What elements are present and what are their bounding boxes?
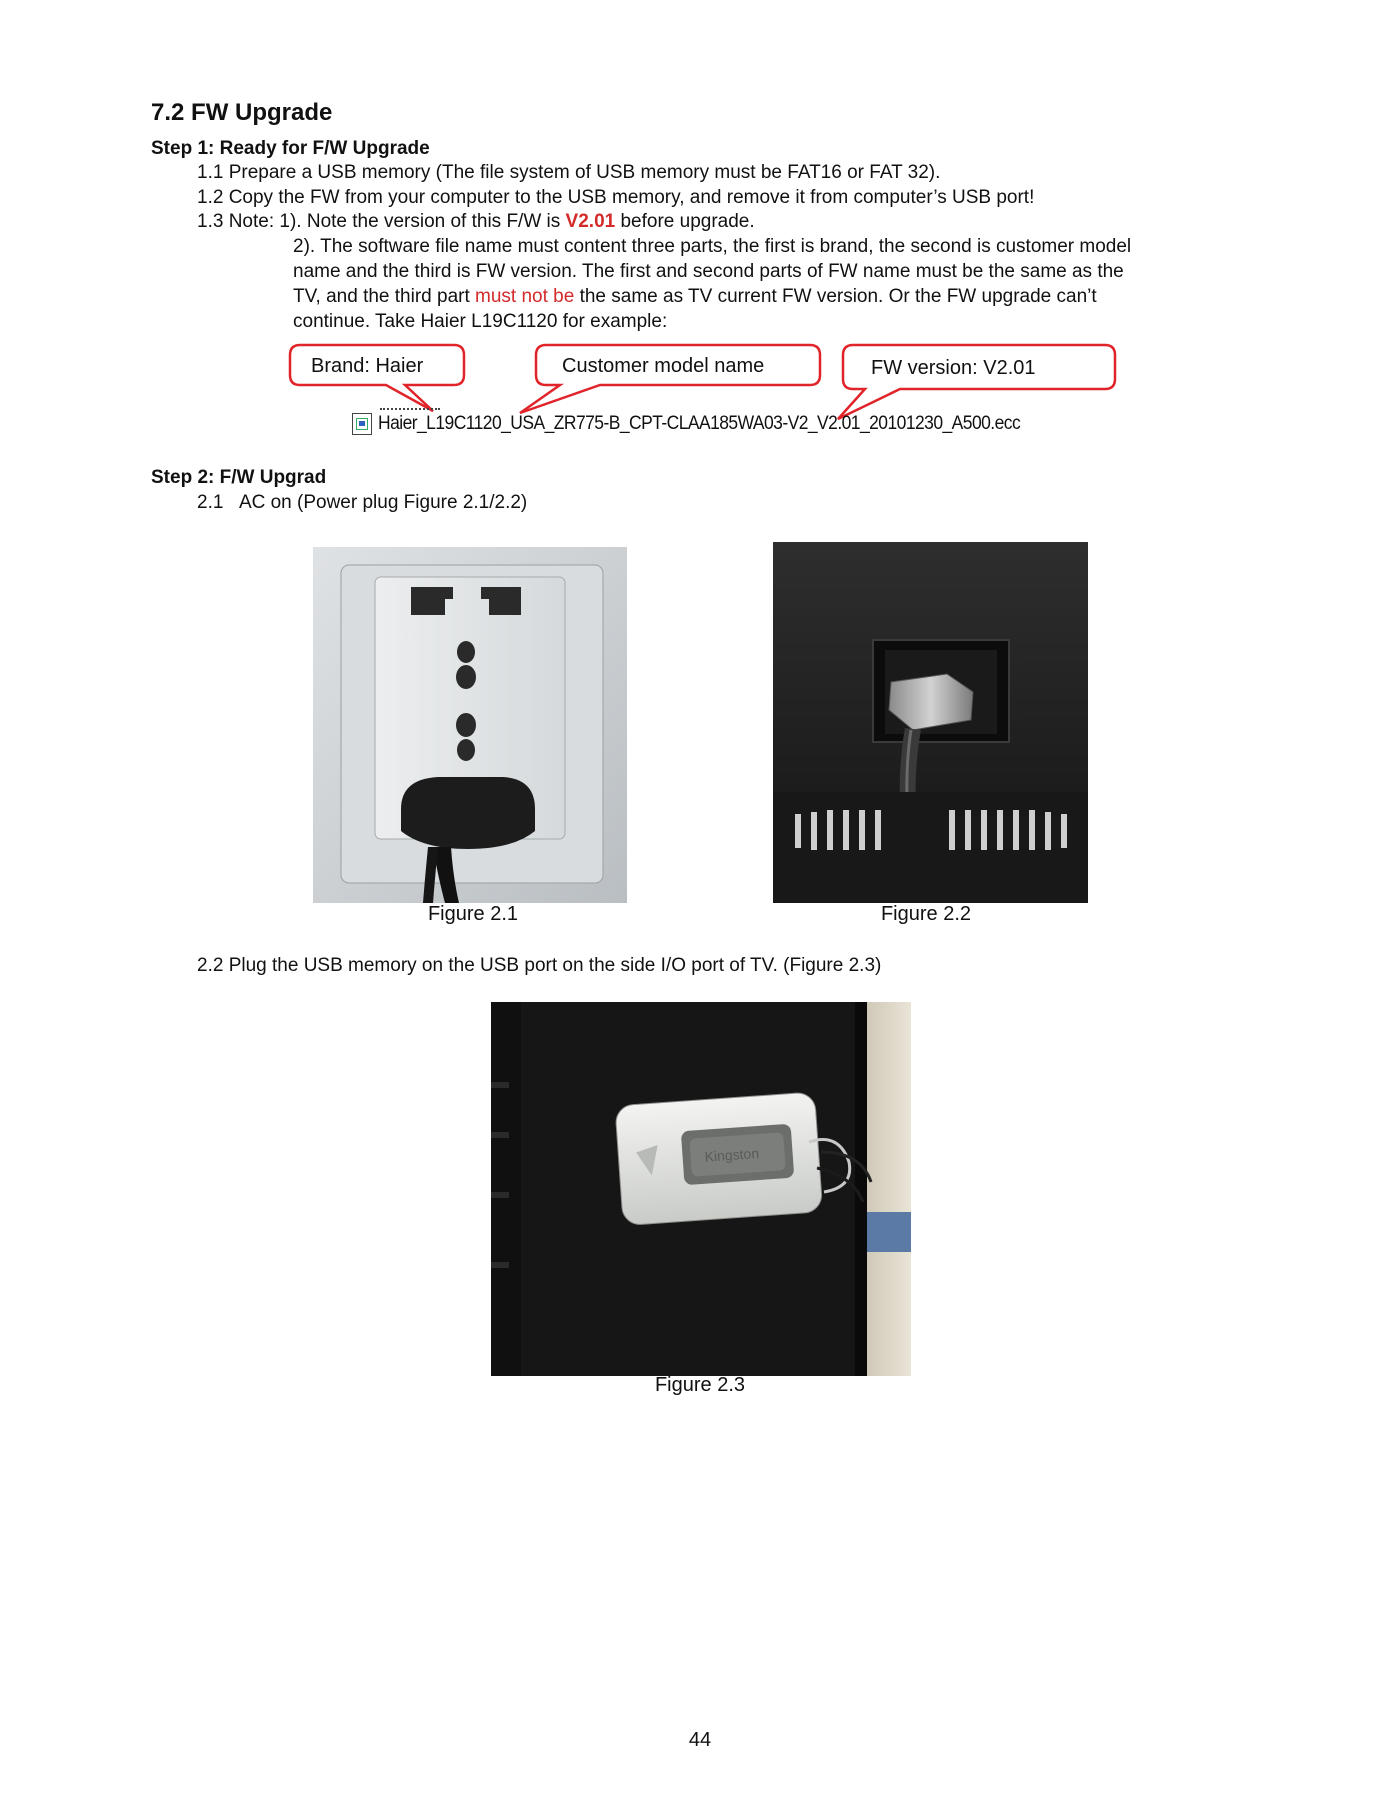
file-icon [352, 413, 372, 435]
note-line-4-prefix: TV, and the third part [293, 286, 476, 307]
figure-2-1-caption: Figure 2.1 [427, 903, 519, 925]
item-number: 1.2 [197, 187, 224, 208]
callout-version-label: FW version: V2.01 [871, 357, 1036, 379]
note-suffix: before upgrade. [615, 211, 755, 232]
file-entry [352, 411, 1076, 437]
selection-dots [380, 408, 440, 410]
figure-2-3-usb-photo [491, 1002, 911, 1376]
figure-2-1-socket-photo [313, 547, 627, 903]
note-line-2: 2). The software file name must content three parts, the first is brand, the second is customer model [293, 236, 1132, 257]
figure-2-2-caption: Figure 2.2 [880, 903, 972, 925]
step2-item-2.2: 2.2 Plug the USB memory on the USB port on the side I/O port of TV. (Figure 2.3) [197, 955, 882, 976]
item-text: Prepare a USB memory (The file system of USB memory must be FAT16 or FAT 32). [228, 162, 941, 183]
page-number: 44 [688, 1729, 712, 1751]
item-text: AC on (Power plug Figure 2.1/2.2) [238, 492, 528, 513]
note-line-3: name and the third is FW version. The first and second parts of FW name must be the same as the [293, 261, 1124, 282]
note-prefix: Note: 1). Note the version of this F/W is [228, 211, 566, 232]
note-line-4-suffix: the same as TV current FW version. Or the FW upgrade can’t [574, 286, 1097, 307]
step1-heading: Step 1: Ready for F/W Upgrade [151, 138, 430, 159]
callout-model-label: Customer model name [562, 355, 765, 377]
must-not-be-highlight: must not be [475, 286, 575, 307]
step2-item-2.1 [197, 492, 527, 514]
item-text: Copy the FW from your computer to the USB memory, and remove it from computer’s USB port! [228, 187, 1035, 208]
fw-file-name: Haier_L19C1120_USA_ZR775-B_CPT-CLAA185WA03-V2_V2.01_20101230_A500.ecc [378, 413, 1021, 434]
note-line-5: continue. Take Haier L19C1120 for example: [293, 311, 668, 332]
svg-text:Kingston: Kingston [704, 1144, 760, 1165]
callout-graphics [0, 0, 1400, 460]
callout-brand-label: Brand: Haier [311, 355, 424, 377]
section-title: 7.2 FW Upgrade [151, 99, 333, 126]
item-number: 2.1 [197, 492, 224, 513]
step2-heading: Step 2: F/W Upgrad [151, 467, 327, 488]
figure-2-3-caption: Figure 2.3 [654, 1374, 746, 1396]
item-number: 1.1 [197, 162, 224, 183]
figure-2-2-tv-power-photo [773, 542, 1088, 903]
fw-version-highlight: V2.01 [565, 211, 616, 232]
item-number: 1.3 [197, 211, 224, 232]
